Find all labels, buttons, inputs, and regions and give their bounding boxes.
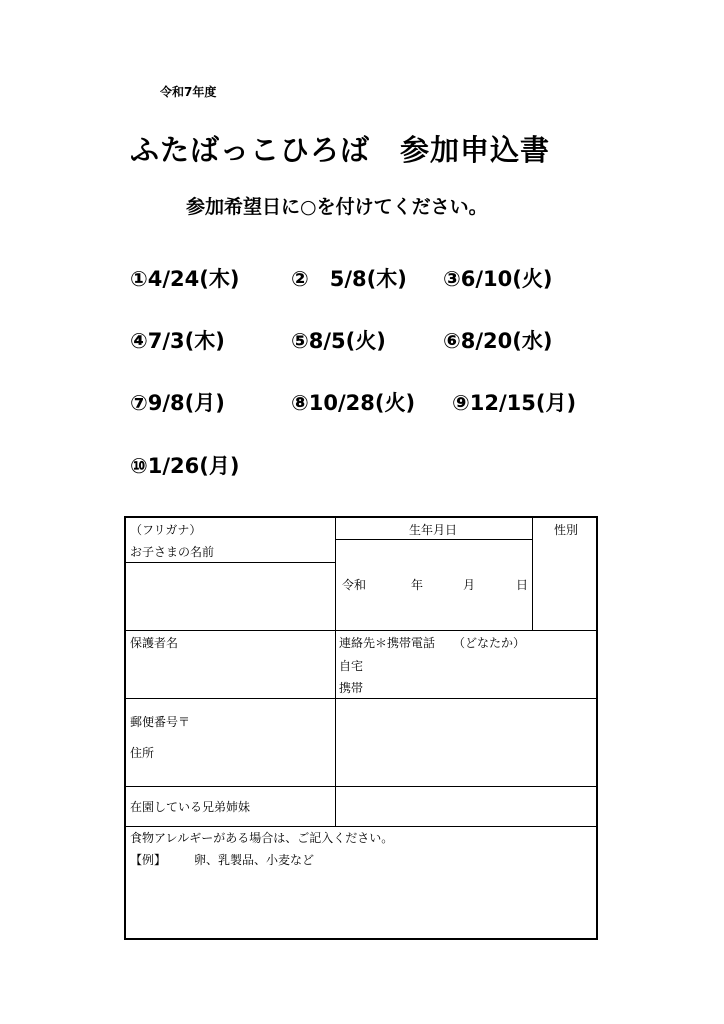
child-name-label: お子さまの名前 [130, 545, 215, 559]
furigana-label: （フリガナ） [130, 523, 202, 537]
month-label: 月 [463, 578, 476, 592]
instruction-text: 参加希望日に○を付けてください。 [186, 196, 488, 218]
guardian-name-field[interactable] [128, 652, 332, 696]
mobile-phone-label: 携帯 [339, 681, 364, 695]
siblings-field[interactable] [338, 789, 596, 824]
home-phone-label: 自宅 [339, 659, 364, 673]
phone-field[interactable] [376, 654, 594, 696]
gender-field[interactable] [535, 542, 595, 628]
date-option-8[interactable]: ⑧10/28(火) [291, 391, 416, 415]
allergy-label: 食物アレルギーがある場合は、ご記入ください。 [130, 831, 394, 845]
fiscal-year: 令和7年度 [160, 85, 217, 99]
divider [126, 698, 598, 699]
date-option-10[interactable]: ⑩1/26(月) [130, 454, 240, 478]
page-title: ふたばっこひろば 参加申込書 [130, 133, 551, 167]
divider [126, 630, 598, 631]
application-form [124, 516, 598, 940]
date-option-2[interactable]: ② 5/8(木) [291, 267, 407, 291]
example-text: 卵、乳製品、小麦など [194, 853, 315, 867]
address-label: 住所 [130, 746, 155, 760]
date-option-9[interactable]: ⑨12/15(月) [452, 391, 577, 415]
date-option-4[interactable]: ④7/3(木) [130, 329, 225, 353]
siblings-label: 在園している兄弟姉妹 [130, 800, 251, 814]
date-option-6[interactable]: ⑥8/20(水) [443, 329, 553, 353]
example-label: 【例】 [130, 853, 167, 867]
allergy-field[interactable] [128, 870, 596, 938]
birthdate-field[interactable] [338, 542, 530, 628]
divider [126, 562, 336, 563]
date-option-5[interactable]: ⑤8/5(火) [291, 329, 386, 353]
divider [126, 826, 598, 827]
guardian-label: 保護者名 [130, 636, 179, 650]
day-label: 日 [516, 578, 529, 592]
birthdate-header: 生年月日 [409, 523, 458, 537]
gender-header: 性別 [554, 523, 579, 537]
date-option-1[interactable]: ①4/24(木) [130, 267, 240, 291]
postal-code-label: 郵便番号〒 [130, 715, 191, 729]
divider [532, 518, 533, 630]
date-option-7[interactable]: ⑦9/8(月) [130, 391, 225, 415]
reiwa-label: 令和 [342, 578, 367, 592]
date-option-3[interactable]: ③6/10(火) [443, 267, 553, 291]
child-name-field[interactable] [128, 565, 332, 627]
contact-label: 連絡先＊携帯電話 （どなたか） [339, 636, 526, 650]
divider [126, 786, 598, 787]
year-label: 年 [411, 578, 424, 592]
address-field[interactable] [206, 702, 594, 784]
divider [335, 539, 532, 540]
